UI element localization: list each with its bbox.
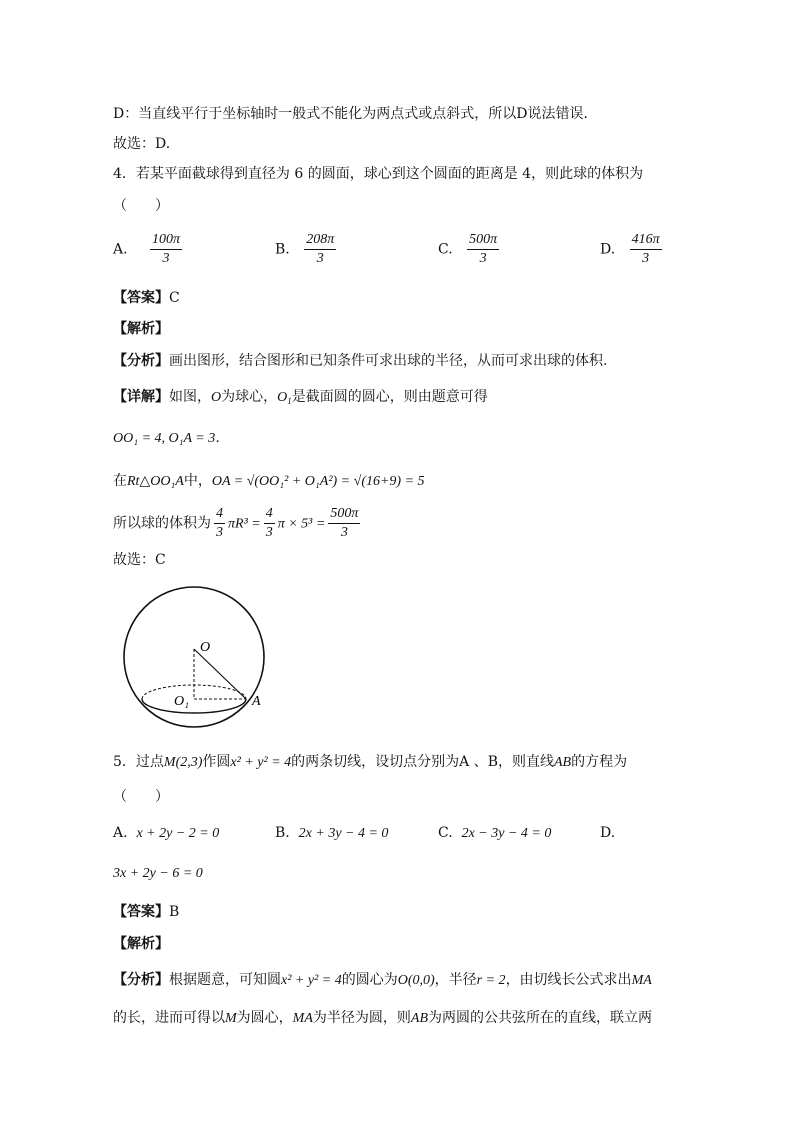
segment-oa xyxy=(194,649,246,699)
q4-option-d-fraction: $\frac{416\pi}{3}$ xyxy=(631,232,660,266)
q4-analysis-tag: 【解析】 xyxy=(113,321,169,337)
q4-right-triangle-equation: 在Rt△OO₁A中，OA = √(OO₁² + O₁A²) = √(16+9) = 5 xyxy=(113,473,425,489)
q4-option-c-fraction: $\frac{500\pi}{3}$ xyxy=(469,232,498,266)
label-o: O xyxy=(200,640,211,655)
q4-answer: 【答案】C xyxy=(113,290,180,306)
label-o1: O₁ xyxy=(174,694,189,709)
q4-paren: （ ） xyxy=(113,198,169,214)
q5-answer: 【答案】B xyxy=(113,904,180,920)
q4-option-b-fraction: $\frac{208\pi}{3}$ xyxy=(306,232,335,266)
q5-paren: （ ） xyxy=(113,789,169,805)
q4-fenxi: 【分析】画出图形，结合图形和已知条件可求出球的半径，从而可求出球的体积. xyxy=(113,353,608,369)
q5-option-c: C. 2x − 3y − 4 = 0 xyxy=(438,825,552,841)
q4-option-a-fraction: $\frac{100\pi}{3}$ xyxy=(152,232,181,266)
sphere-figure xyxy=(118,585,278,730)
q5-option-d-text: 3x + 2y − 6 = 0 xyxy=(113,866,203,881)
q4-option-a: A. $\frac{100\pi}{3}$ xyxy=(113,232,181,266)
q5-option-d-label: D. xyxy=(600,825,616,841)
q4-volume-equation: 所以球的体积为 $\frac{4}{3}$ πR³ = $\frac{4}{3}$ π × 5³ = $\frac{500\pi}{3}$ xyxy=(113,506,359,540)
q5-analysis-tag: 【解析】 xyxy=(113,936,169,952)
q5-fenxi-line-1: 【分析】根据题意，可知圆x² + y² = 4的圆心为O(0,0)，半径r = 2，由切线长公式求出MA xyxy=(113,972,652,988)
label-a: A xyxy=(252,694,261,709)
q5-option-b: B. 2x + 3y − 4 = 0 xyxy=(275,825,389,841)
q4-stem: 4．若某平面截球得到直径为 6 的圆面，球心到这个圆面的距离是 4，则此球的体积为 xyxy=(113,166,644,182)
q5-stem: 5．过点M(2,3)作圆x² + y² = 4的两条切线，设切点分别为A 、B，则直线AB的方程为 xyxy=(113,754,628,770)
section-circle-front xyxy=(142,699,246,713)
q3-option-d-explanation: D：当直线平行于坐标轴时一般式不能化为两点式或点斜式，所以D说法错误． xyxy=(113,106,598,122)
q5-option-a: A. x + 2y − 2 = 0 xyxy=(113,825,220,841)
q4-option-d: D. $\frac{416\pi}{3}$ xyxy=(600,232,660,266)
q4-option-b: B. $\frac{208\pi}{3}$ xyxy=(275,232,335,266)
q4-xiangjie: 【详解】如图，O为球心，$O_1$是截面圆的圆心，则由题意可得 xyxy=(113,389,488,406)
q5-fenxi-line-2: 的长，进而可得以M为圆心，MA为半径为圆，则AB为两圆的公共弦所在的直线，联立两 xyxy=(113,1010,652,1026)
q3-answer-pick: 故选：D. xyxy=(113,136,171,152)
q4-equation-1: OO₁ = 4, O₁A = 3． xyxy=(113,431,230,446)
q4-option-c: C. $\frac{500\pi}{3}$ xyxy=(438,232,498,266)
q4-answer-pick: 故选：C xyxy=(113,552,166,568)
